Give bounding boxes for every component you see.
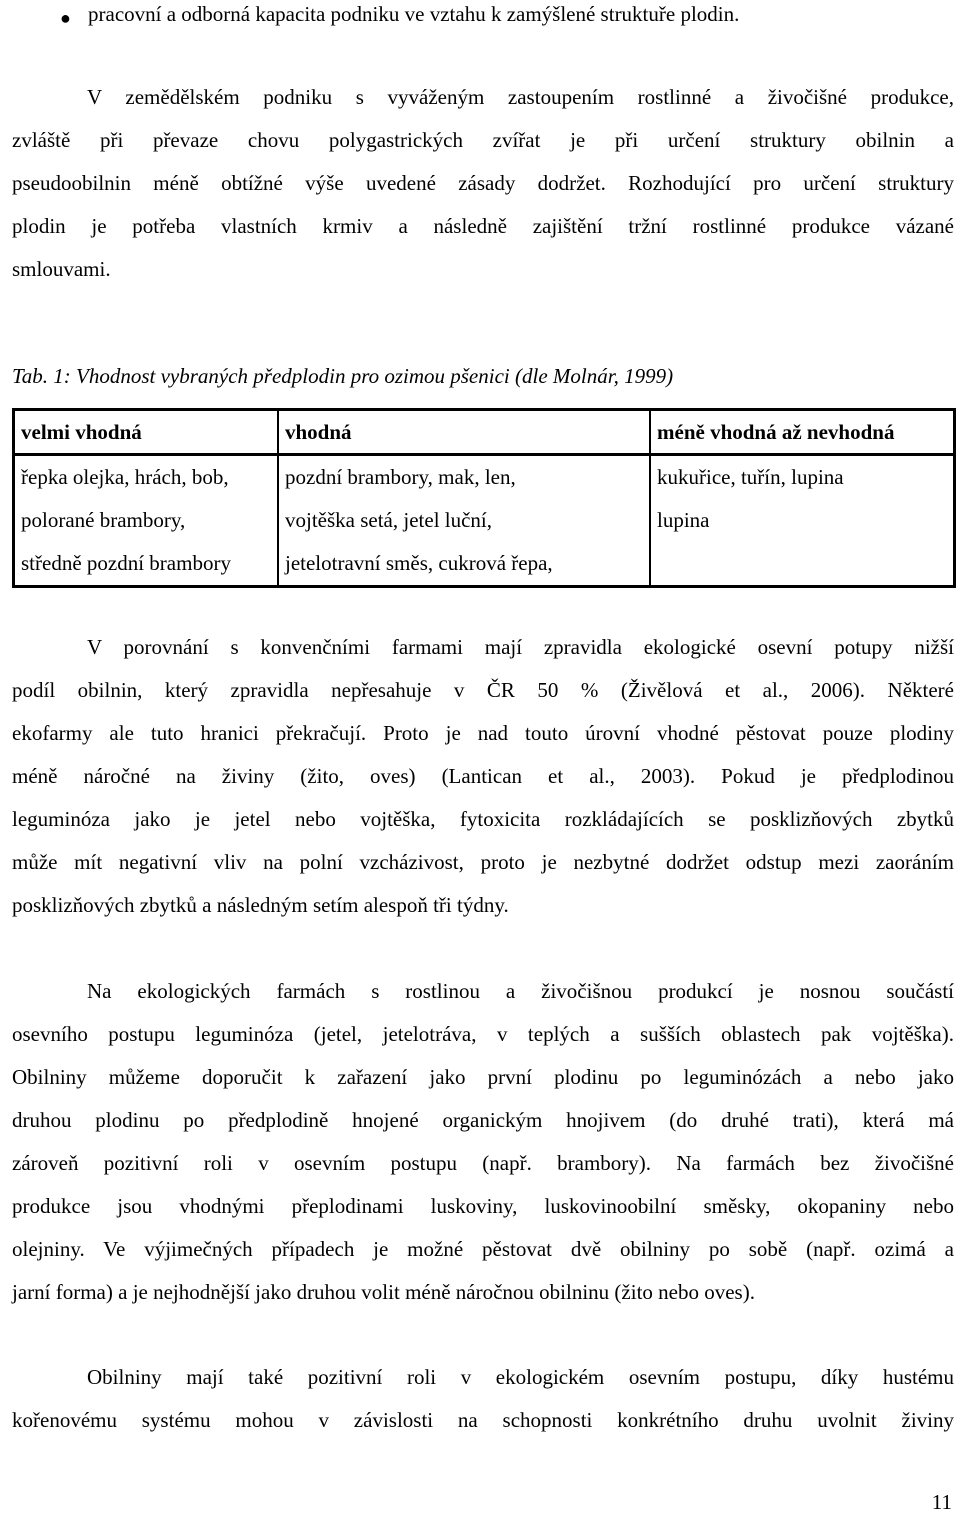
page-number: 11 bbox=[931, 1490, 952, 1514]
table-caption: Tab. 1: Vhodnost vybraných předplodin pro ozimou pšenici (dle Molnár, 1999) bbox=[12, 364, 674, 388]
paragraph-line: olejniny. Ve výjimečných případech je možné pěstovat dvě obilniny po sobě (např. ozimá a bbox=[12, 1237, 954, 1261]
paragraph-line: V porovnání s konvenčními farmami mají zpravidla ekologické osevní potupy nižší bbox=[87, 635, 954, 659]
paragraph-line: méně náročné na živiny (žito, oves) (Lantican et al., 2003). Pokud je předplodinou bbox=[12, 764, 954, 788]
paragraph-2 bbox=[12, 626, 954, 927]
paragraph-line: může mít negativní vliv na polní vzcházivost, proto je nezbytné dodržet odstup mezi zaoráním bbox=[12, 850, 954, 874]
cell-line: středně pozdní brambory bbox=[21, 551, 231, 575]
table-cell-very-suitable bbox=[14, 455, 279, 587]
paragraph-1 bbox=[12, 76, 954, 291]
cell-line: pozdní brambory, mak, len, bbox=[285, 465, 516, 489]
cell-line: polorané brambory, bbox=[21, 508, 186, 532]
cell-line: řepka olejka, hrách, bob, bbox=[21, 465, 229, 489]
bullet-icon: ● bbox=[60, 8, 71, 28]
cell-line: jetelotravní směs, cukrová řepa, bbox=[285, 551, 553, 575]
paragraph-line: osevního postupu leguminóza (jetel, jetelotráva, v teplých a sušších oblastech pak vojtěška). bbox=[12, 1022, 954, 1046]
paragraph-line: produkce jsou vhodnými přeplodinami luskoviny, luskovinoobilní směsky, okopaniny nebo bbox=[12, 1194, 954, 1218]
header-less-suitable: méně vhodná až nevhodná bbox=[650, 410, 955, 455]
cell-line: kukuřice, tuřín, lupina bbox=[657, 465, 844, 489]
paragraph-line: smlouvami. bbox=[12, 257, 111, 281]
paragraph-line: Obilniny mají také pozitivní roli v ekologickém osevním postupu, díky hustému bbox=[87, 1365, 954, 1389]
paragraph-line: posklizňových zbytků a následným setím alespoň tři týdny. bbox=[12, 893, 509, 917]
header-suitable: vhodná bbox=[278, 410, 650, 455]
paragraph-line: V zemědělském podniku s vyváženým zastoupením rostlinné a živočišné produkce, bbox=[87, 85, 954, 109]
cell-line: vojtěška setá, jetel luční, bbox=[285, 508, 493, 532]
paragraph-line: Obilniny můžeme doporučit k zařazení jako první plodinu po leguminózách a nebo jako bbox=[12, 1065, 954, 1089]
table-cell-less-suitable bbox=[650, 455, 955, 587]
paragraph-line: zároveň pozitivní roli v osevním postupu (např. brambory). Na farmách bez živočišné bbox=[12, 1151, 954, 1175]
table-header-row bbox=[14, 410, 955, 455]
paragraph-line: Na ekologických farmách s rostlinou a živočišnou produkcí je nosnou součástí bbox=[87, 979, 954, 1003]
paragraph-line: ekofarmy ale tuto hranici překračují. Proto je nad touto úrovní vhodné pěstovat pouze plodiny bbox=[12, 721, 954, 745]
paragraph-line: druhou plodinu po předplodině hnojené organickým hnojivem (do druhé trati), která má bbox=[12, 1108, 954, 1132]
cell-line: lupina bbox=[657, 508, 710, 532]
paragraph-line: kořenovému systému mohou v závislosti na schopnosti konkrétního druhu uvolnit živiny bbox=[12, 1408, 954, 1432]
paragraph-line: leguminóza jako je jetel nebo vojtěška, fytoxicita rozkládajících se posklizňových zbytků bbox=[12, 807, 954, 831]
paragraph-line: podíl obilnin, který zpravidla nepřesahuje v ČR 50 % (Živělová et al., 2006). Některé bbox=[12, 678, 954, 702]
paragraph-line: zvláště při převaze chovu polygastrických zvířat je při určení struktury obilnin a bbox=[12, 128, 954, 152]
bullet-item bbox=[12, 2, 954, 32]
header-very-suitable: velmi vhodná bbox=[14, 410, 279, 455]
paragraph-4 bbox=[12, 1356, 954, 1442]
table-row bbox=[14, 455, 955, 587]
bullet-text: pracovní a odborná kapacita podniku ve vztahu k zamýšlené struktuře plodin. bbox=[88, 2, 740, 26]
predecessor-table bbox=[12, 408, 956, 588]
paragraph-line: plodin je potřeba vlastních krmiv a následně zajištění tržní rostlinné produkce vázané bbox=[12, 214, 954, 238]
paragraph-line: jarní forma) a je nejhodnější jako druhou volit méně náročnou obilninu (žito nebo oves). bbox=[12, 1280, 755, 1304]
table-cell-suitable bbox=[278, 455, 650, 587]
paragraph-3 bbox=[12, 970, 954, 1314]
paragraph-line: pseudoobilnin méně obtížné výše uvedené zásady dodržet. Rozhodující pro určení struktury bbox=[12, 171, 954, 195]
